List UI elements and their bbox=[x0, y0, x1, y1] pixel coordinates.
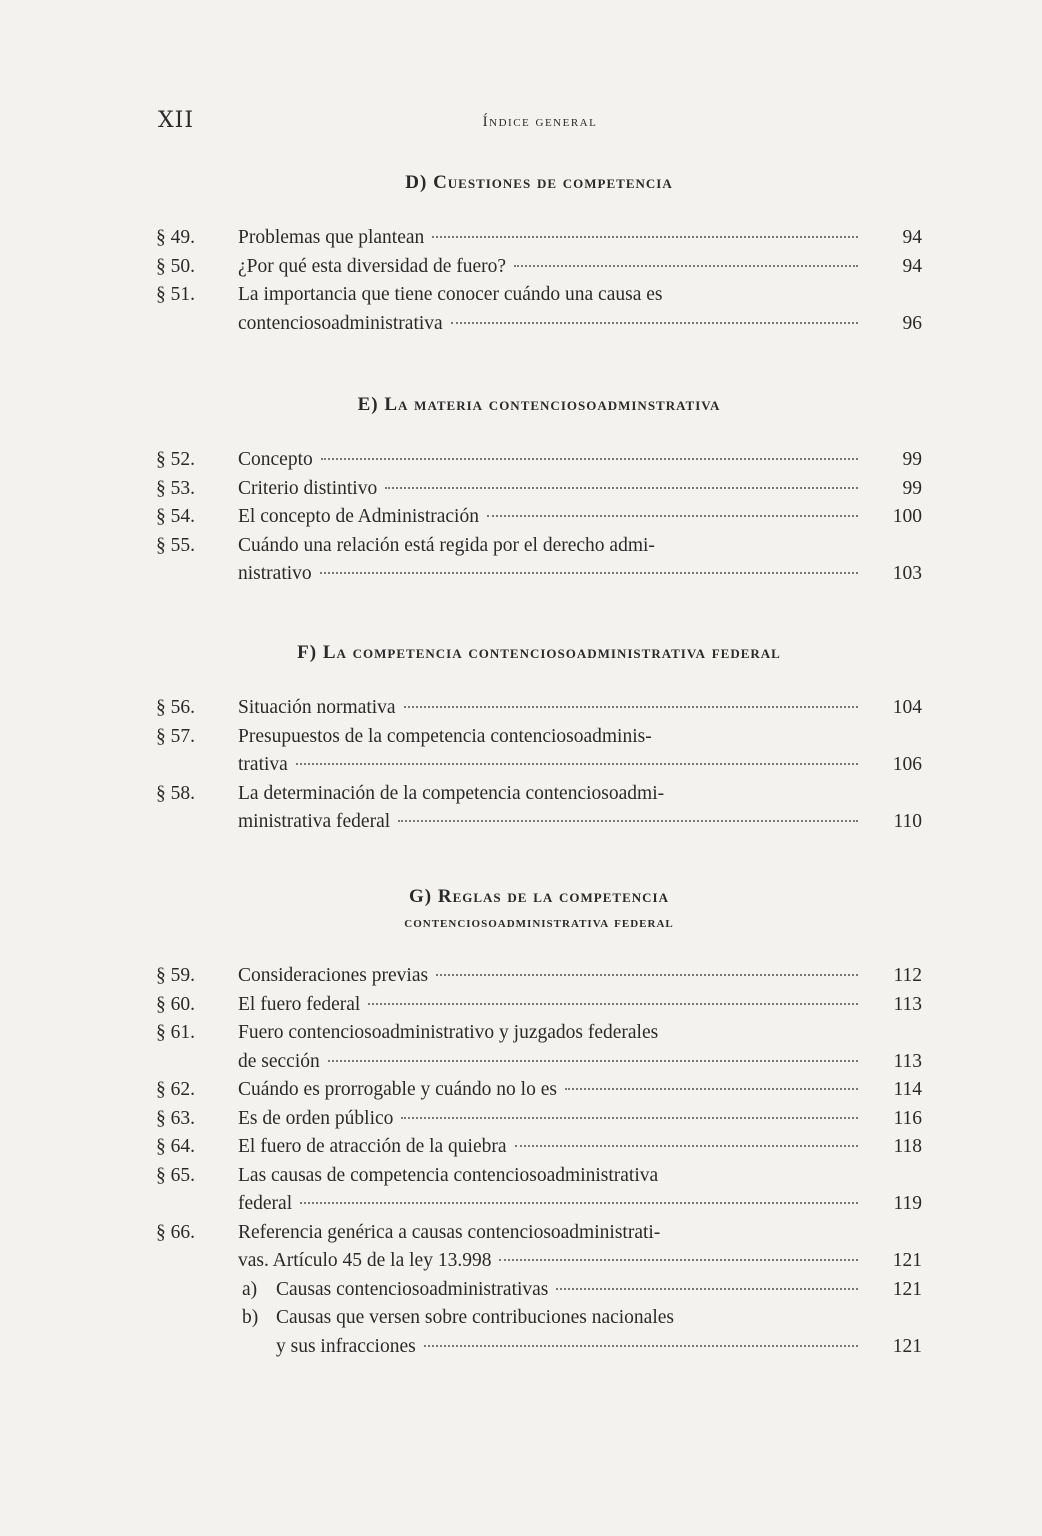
entry-page: 121 bbox=[892, 1278, 922, 1300]
toc-entry bbox=[156, 281, 922, 338]
toc-subentry bbox=[156, 1304, 922, 1361]
toc-entry bbox=[156, 694, 922, 723]
toc-entry bbox=[156, 1076, 922, 1105]
toc-subentry bbox=[156, 1276, 922, 1305]
entry-page: 94 bbox=[902, 255, 922, 277]
entry-number: § 53. bbox=[156, 477, 195, 499]
entry-number: § 56. bbox=[156, 697, 195, 718]
section-heading bbox=[156, 884, 922, 936]
entry-title: El fuero de atracción de la quiebra bbox=[238, 1136, 507, 1157]
entry-title-last-line: vas. Artículo 45 de la ley 13.998 bbox=[238, 1250, 492, 1271]
dot-leader bbox=[368, 1003, 858, 1005]
entry-title-line: Cuándo una relación está regida por el derecho admi- bbox=[238, 534, 655, 556]
entry-page: 121 bbox=[892, 1250, 922, 1271]
entry-title-line: Presupuestos de la competencia contenciosoadminis- bbox=[238, 725, 652, 747]
toc-entry bbox=[156, 475, 922, 504]
entry-title-last-line: trativa bbox=[238, 754, 288, 775]
dot-leader bbox=[321, 458, 858, 460]
entry-number: § 51. bbox=[156, 284, 195, 305]
entry-page: 103 bbox=[892, 563, 922, 584]
entry-title: El concepto de Administración bbox=[238, 506, 479, 527]
entry-page: 94 bbox=[902, 227, 922, 248]
entry-number: § 62. bbox=[156, 1079, 195, 1100]
toc-entries bbox=[156, 962, 922, 1361]
toc-entry bbox=[156, 1162, 922, 1219]
entry-page: 99 bbox=[902, 449, 922, 470]
toc-entry bbox=[156, 723, 922, 780]
section-d bbox=[156, 170, 922, 338]
subentry-label: a) bbox=[242, 1278, 258, 1300]
entry-page: 110 bbox=[893, 811, 922, 832]
dot-leader bbox=[328, 1060, 858, 1062]
toc-entries bbox=[156, 694, 922, 837]
entry-title-line: Referencia genérica a causas contenciosoadministrati- bbox=[238, 1221, 661, 1243]
entry-number: § 60. bbox=[156, 993, 195, 1015]
section-heading: F) La competencia contenciosoadministrativa federal bbox=[297, 642, 781, 663]
subentry-label: b) bbox=[242, 1307, 259, 1328]
dot-leader bbox=[385, 487, 858, 489]
dot-leader bbox=[451, 322, 858, 324]
entry-number: § 58. bbox=[156, 782, 195, 804]
dot-leader bbox=[556, 1288, 858, 1290]
entry-title: Concepto bbox=[238, 449, 313, 470]
entry-page: 96 bbox=[902, 312, 922, 334]
toc-entries bbox=[156, 224, 922, 338]
dot-leader bbox=[514, 265, 858, 267]
entry-title-last-line: ministrativa federal bbox=[238, 811, 391, 832]
entry-number: § 59. bbox=[156, 965, 195, 986]
entry-title: Es de orden público bbox=[238, 1107, 394, 1129]
entry-page: 100 bbox=[892, 506, 922, 527]
entry-title: Cuándo es prorrogable y cuándo no lo es bbox=[238, 1079, 557, 1100]
entry-title-line: Las causas de competencia contenciosoadministrativa bbox=[238, 1164, 659, 1186]
toc-entry bbox=[156, 1219, 922, 1276]
dot-leader bbox=[296, 763, 858, 765]
subentry-title: Causas contenciosoadministrativas bbox=[276, 1278, 549, 1300]
toc-entry bbox=[156, 1019, 922, 1076]
entry-page: 99 bbox=[902, 477, 922, 499]
toc-entry bbox=[156, 532, 922, 589]
subentry-title-line: Causas que versen sobre contribuciones nacionales bbox=[276, 1307, 674, 1328]
entry-title-line: La importancia que tiene conocer cuándo una causa es bbox=[238, 284, 663, 305]
dot-leader bbox=[487, 515, 858, 517]
entry-page: 106 bbox=[892, 754, 922, 775]
entry-number: § 55. bbox=[156, 534, 195, 556]
running-head bbox=[158, 108, 922, 138]
entry-title-last-line: de sección bbox=[238, 1050, 320, 1072]
entry-page: 112 bbox=[893, 965, 922, 986]
toc-entry bbox=[156, 962, 922, 991]
toc-entry bbox=[156, 503, 922, 532]
toc-entry bbox=[156, 1133, 922, 1162]
toc-entry bbox=[156, 253, 922, 282]
entry-number: § 65. bbox=[156, 1164, 195, 1186]
entry-title: Criterio distintivo bbox=[238, 477, 378, 499]
entry-number: § 54. bbox=[156, 506, 195, 527]
entry-title-last-line: nistrativo bbox=[238, 563, 312, 584]
dot-leader bbox=[424, 1345, 858, 1347]
dot-leader bbox=[432, 236, 858, 238]
dot-leader bbox=[515, 1145, 858, 1147]
dot-leader bbox=[565, 1088, 858, 1090]
entry-number: § 49. bbox=[156, 227, 195, 248]
entry-title-last-line: federal bbox=[238, 1193, 293, 1214]
entry-page: 119 bbox=[893, 1193, 922, 1214]
section-g bbox=[156, 884, 922, 1361]
section-heading: E) La materia contenciosoadminstrativa bbox=[357, 394, 721, 415]
toc-entry bbox=[156, 1105, 922, 1134]
folio: XII bbox=[158, 108, 195, 133]
entry-page: 118 bbox=[893, 1136, 922, 1157]
dot-leader bbox=[436, 974, 858, 976]
toc-entry bbox=[156, 224, 922, 253]
entry-page: 116 bbox=[893, 1107, 922, 1129]
entry-title-line: La determinación de la competencia contenciosoadmi- bbox=[238, 782, 665, 804]
entry-title: ¿Por qué esta diversidad de fuero? bbox=[238, 255, 507, 277]
entry-number: § 66. bbox=[156, 1221, 195, 1243]
entry-number: § 64. bbox=[156, 1136, 195, 1157]
entry-title: Problemas que plantean bbox=[238, 227, 425, 248]
dot-leader bbox=[320, 572, 858, 574]
entry-page: 114 bbox=[893, 1079, 922, 1100]
entry-title: Situación normativa bbox=[238, 697, 396, 718]
running-title: Índice general bbox=[482, 114, 598, 130]
entry-number: § 63. bbox=[156, 1107, 195, 1129]
entry-number: § 57. bbox=[156, 725, 195, 747]
entry-title: El fuero federal bbox=[238, 993, 361, 1015]
entry-number: § 61. bbox=[156, 1022, 195, 1043]
entry-page: 121 bbox=[892, 1335, 922, 1357]
toc-entries bbox=[156, 446, 922, 589]
dot-leader bbox=[401, 1117, 858, 1119]
entry-page: 113 bbox=[893, 1050, 922, 1072]
entry-page: 104 bbox=[892, 697, 922, 718]
entry-title-line: Fuero contenciosoadministrativo y juzgados federales bbox=[238, 1022, 659, 1043]
entry-page: 113 bbox=[893, 993, 922, 1015]
entry-title: Consideraciones previas bbox=[238, 965, 429, 986]
dot-leader bbox=[398, 820, 858, 822]
entry-number: § 50. bbox=[156, 255, 195, 277]
entry-title-last-line: contenciosoadministrativa bbox=[238, 312, 443, 334]
dot-leader bbox=[404, 706, 858, 708]
section-f bbox=[156, 640, 922, 837]
toc-entry bbox=[156, 446, 922, 475]
subentry-title-last-line: y sus infracciones bbox=[276, 1335, 416, 1357]
entry-number: § 52. bbox=[156, 449, 195, 470]
section-heading-line2: contenciosoadministrativa federal bbox=[404, 914, 674, 931]
toc-entry bbox=[156, 991, 922, 1020]
section-e bbox=[156, 392, 922, 589]
toc-entry bbox=[156, 780, 922, 837]
dot-leader bbox=[499, 1259, 858, 1261]
section-heading: D) Cuestiones de competencia bbox=[405, 172, 673, 193]
dot-leader bbox=[300, 1202, 858, 1204]
section-heading-line1: G) Reglas de la competencia bbox=[409, 886, 669, 907]
